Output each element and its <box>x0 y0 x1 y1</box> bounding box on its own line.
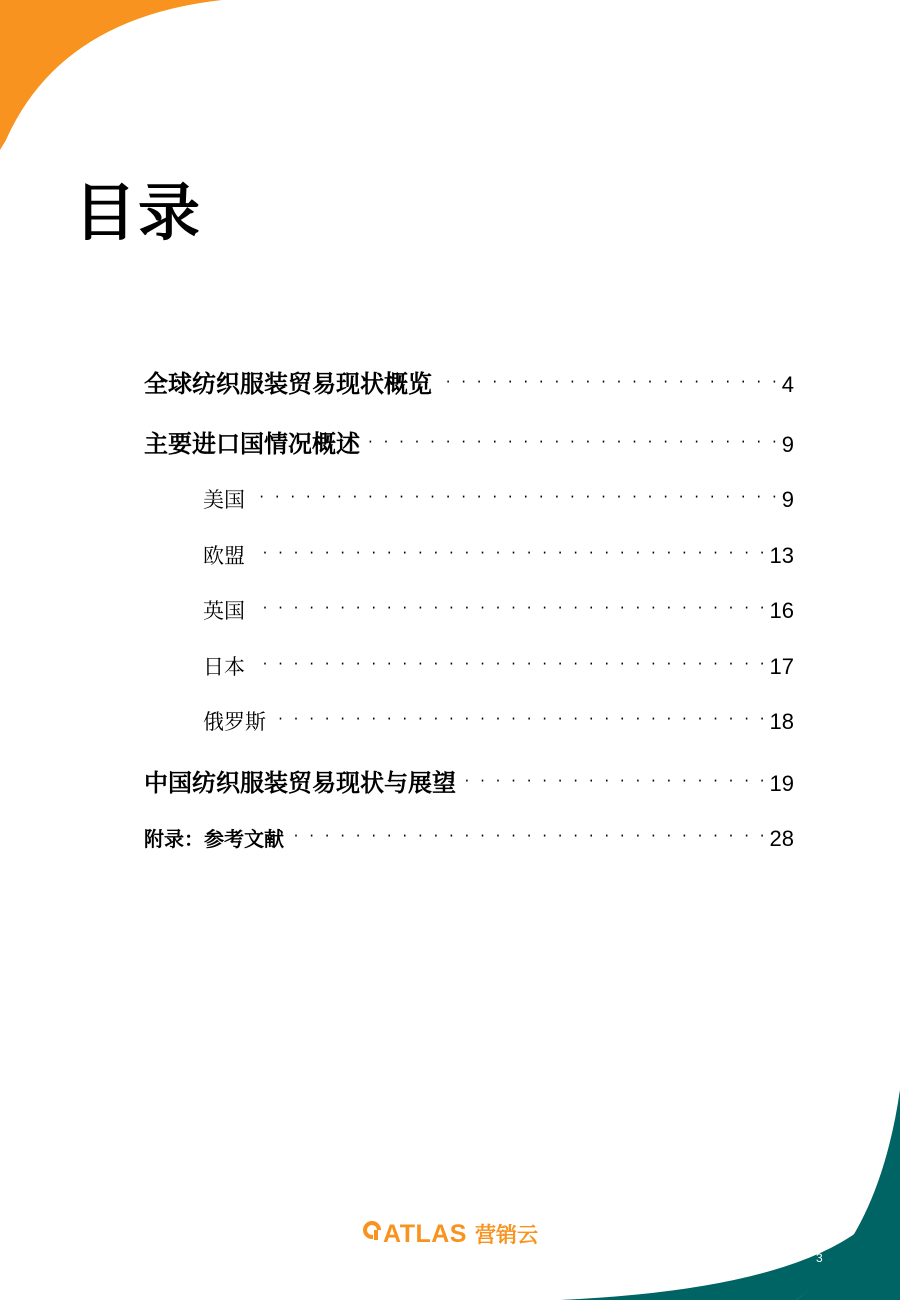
toc-entry-page: 13 <box>769 543 794 568</box>
toc-entry-appendix-references[interactable] <box>144 823 794 852</box>
toc-entry-uk[interactable] <box>203 595 794 625</box>
toc-entry-page: 28 <box>769 826 794 851</box>
dot-leader <box>290 826 768 846</box>
toc-entry-label: 俄罗斯 <box>203 710 266 734</box>
logo-text: ATLAS <box>383 1219 467 1248</box>
toc-entry-label: 中国纺织服装贸易现状与展望 <box>144 769 456 797</box>
toc-entry-label: 主要进口国情况概述 <box>144 430 360 458</box>
dot-leader <box>366 428 780 452</box>
toc-entry-page: 9 <box>781 432 794 457</box>
dot-leader <box>251 597 768 618</box>
toc-entry-label: 日本 <box>203 655 245 679</box>
logo-cn-text: 营销云 <box>474 1223 538 1247</box>
toc-entry-page: 19 <box>769 771 794 796</box>
toc-entry-label: 附录：参考文献 <box>144 827 284 851</box>
toc-entry-page: 17 <box>769 654 794 679</box>
toc-entry-label: 美国 <box>203 488 245 512</box>
toc-entry-label: 全球纺织服装贸易现状概览 <box>144 370 432 398</box>
atlas-logo-icon <box>362 1220 382 1240</box>
dot-leader <box>462 767 768 791</box>
toc-entry-usa[interactable] <box>203 484 794 514</box>
dot-leader <box>438 368 780 392</box>
toc-entry-label: 英国 <box>203 599 245 623</box>
toc-entry-china-outlook[interactable] <box>144 763 794 798</box>
dot-leader <box>272 708 768 729</box>
dot-leader <box>251 486 780 507</box>
toc-entry-russia[interactable] <box>203 706 794 736</box>
toc-entry-global-overview[interactable] <box>144 364 794 399</box>
toc-entry-japan[interactable] <box>203 651 794 681</box>
toc-entry-page: 16 <box>769 598 794 623</box>
toc-entry-page: 4 <box>781 372 794 397</box>
toc-entry-page: 18 <box>769 709 794 734</box>
page-number: 3 <box>816 1251 823 1265</box>
toc-entry-page: 9 <box>781 487 794 512</box>
dot-leader <box>251 542 768 563</box>
toc-entry-eu[interactable] <box>203 540 794 570</box>
page-title: 目录 <box>74 176 203 249</box>
toc-entry-major-importers[interactable] <box>144 424 794 459</box>
toc-entry-label: 欧盟 <box>203 544 245 568</box>
atlas-logo <box>362 1216 538 1252</box>
dot-leader <box>251 653 768 674</box>
